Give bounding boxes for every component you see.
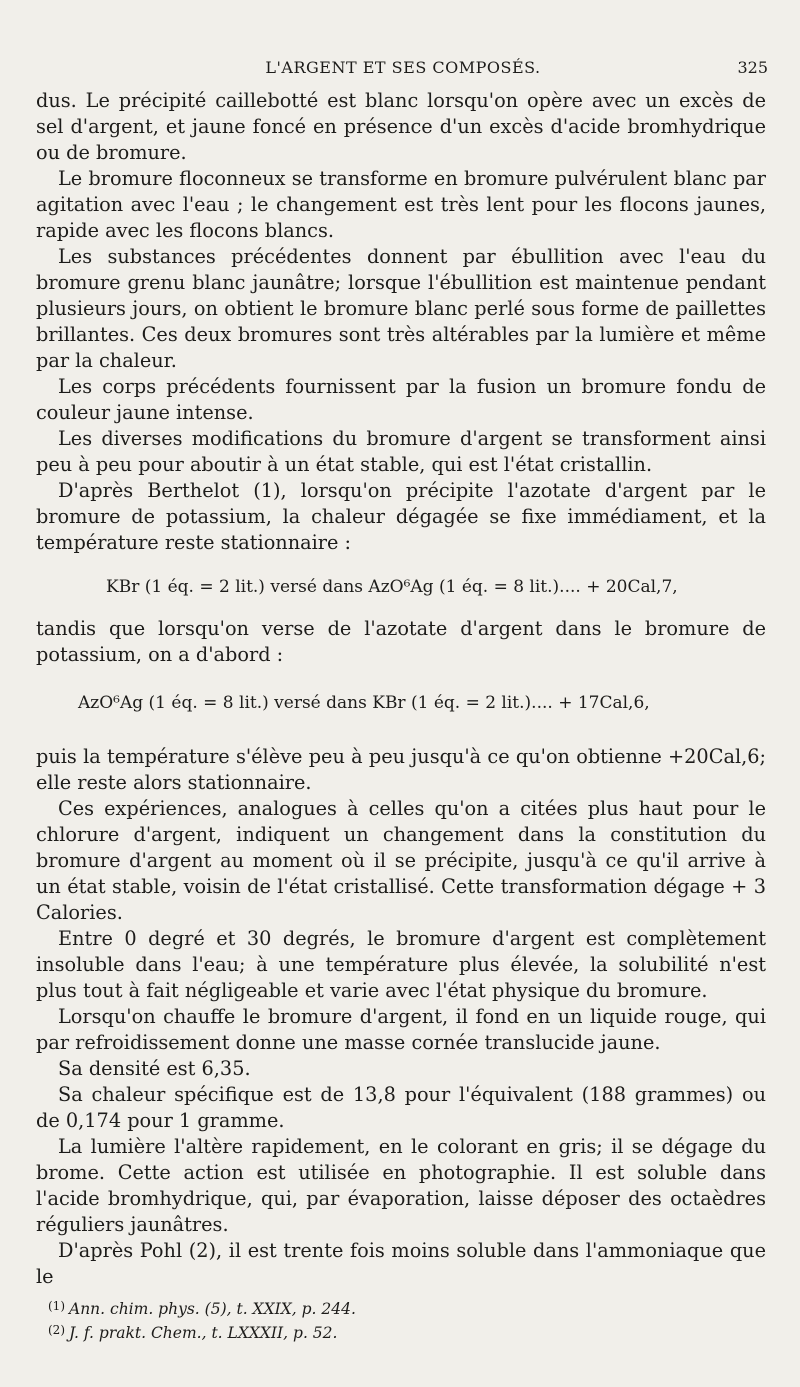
paragraph: La lumière l'altère rapidement, en le colorant en gris; il se dégage du brome. Cette action est utilisée en photographie. Il est soluble dans l'acide bromhydrique, qui, par évaporation, laisse déposer des octaèdres réguliers jaunâtres. bbox=[36, 1135, 766, 1236]
paragraph: dus. Le précipité caillebotté est blanc lorsqu'on opère avec un excès de sel d'argent, et jaune foncé en présence d'un excès d'acide bromhydrique ou de bromure. bbox=[36, 89, 766, 164]
body-text bbox=[36, 88, 766, 1290]
footnotes bbox=[48, 1296, 748, 1344]
paragraph: Lorsqu'on chauffe le bromure d'argent, il fond en un liquide rouge, qui par refroidissement donne une masse cornée translucide jaune. bbox=[36, 1005, 766, 1054]
paragraph: D'après Pohl (2), il est trente fois moins soluble dans l'ammoniaque que le bbox=[36, 1239, 766, 1288]
paragraph: D'après Berthelot (1), lorsqu'on précipite l'azotate d'argent par le bromure de potassium, la chaleur dégagée se fixe immédiament, et la température reste stationnaire : bbox=[36, 479, 766, 554]
footnote-mark: (2) bbox=[48, 1323, 65, 1337]
paragraph: Le bromure floconneux se transforme en bromure pulvérulent blanc par agitation avec l'eau ; le changement est très lent pour les flocons jaunes, rapide avec les flocons blancs. bbox=[36, 167, 766, 242]
paragraph: Entre 0 degré et 30 degrés, le bromure d'argent est complètement insoluble dans l'eau; à une température plus élevée, la solubilité n'est plus tout à fait négligeable et varie avec l'état physique du bromure. bbox=[36, 927, 766, 1002]
footnote bbox=[48, 1320, 748, 1344]
paragraph: Ces expériences, analogues à celles qu'on a citées plus haut pour le chlorure d'argent, indiquent un changement dans la constitution du bromure d'argent au moment où il se précipite, jusqu'à ce qu'il arrive à un état stable, voisin de l'état cristallisé. Cette transformation dégage + 3 Calories. bbox=[36, 797, 766, 924]
paragraph: puis la température s'élève peu à peu jusqu'à ce qu'on obtienne +20Cal,6; elle reste alors stationnaire. bbox=[36, 745, 766, 794]
paragraph: tandis que lorsqu'on verse de l'azotate d'argent dans le bromure de potassium, on a d'abord : bbox=[36, 617, 766, 666]
page-number: 325 bbox=[737, 58, 768, 77]
paragraph: Sa chaleur spécifique est de 13,8 pour l'équivalent (188 grammes) ou de 0,174 pour 1 gramme. bbox=[36, 1083, 766, 1132]
paragraph: Sa densité est 6,35. bbox=[58, 1057, 251, 1080]
footnote bbox=[48, 1296, 748, 1320]
paragraph: Les substances précédentes donnent par ébullition avec l'eau du bromure grenu blanc jaunâtre; lorsque l'ébullition est maintenue pendant plusieurs jours, on obtient le bromure blanc perlé sous forme de paillettes brillantes. Ces deux bromures sont très altérables par la lumière et même par la chaleur. bbox=[36, 245, 766, 372]
running-title: L'ARGENT ET SES COMPOSÉS. bbox=[265, 58, 541, 77]
paragraph: Les diverses modifications du bromure d'argent se transforment ainsi peu à peu pour aboutir à un état stable, qui est l'état cristallin. bbox=[36, 427, 766, 476]
footnote-text: J. f. prakt. Chem., t. LXXXII, p. 52. bbox=[69, 1324, 338, 1342]
page-header bbox=[36, 58, 770, 84]
equation: KBr (1 éq. = 2 lit.) versé dans AzO⁶Ag (1 éq. = 8 lit.).... + 20Cal,7, bbox=[106, 577, 678, 597]
footnote-mark: (1) bbox=[48, 1299, 65, 1313]
paragraph: Les corps précédents fournissent par la fusion un bromure fondu de couleur jaune intense. bbox=[36, 375, 766, 424]
equation: AzO⁶Ag (1 éq. = 8 lit.) versé dans KBr (1 éq. = 2 lit.).... + 17Cal,6, bbox=[78, 693, 650, 713]
footnote-text: Ann. chim. phys. (5), t. XXIX, p. 244. bbox=[69, 1300, 356, 1318]
